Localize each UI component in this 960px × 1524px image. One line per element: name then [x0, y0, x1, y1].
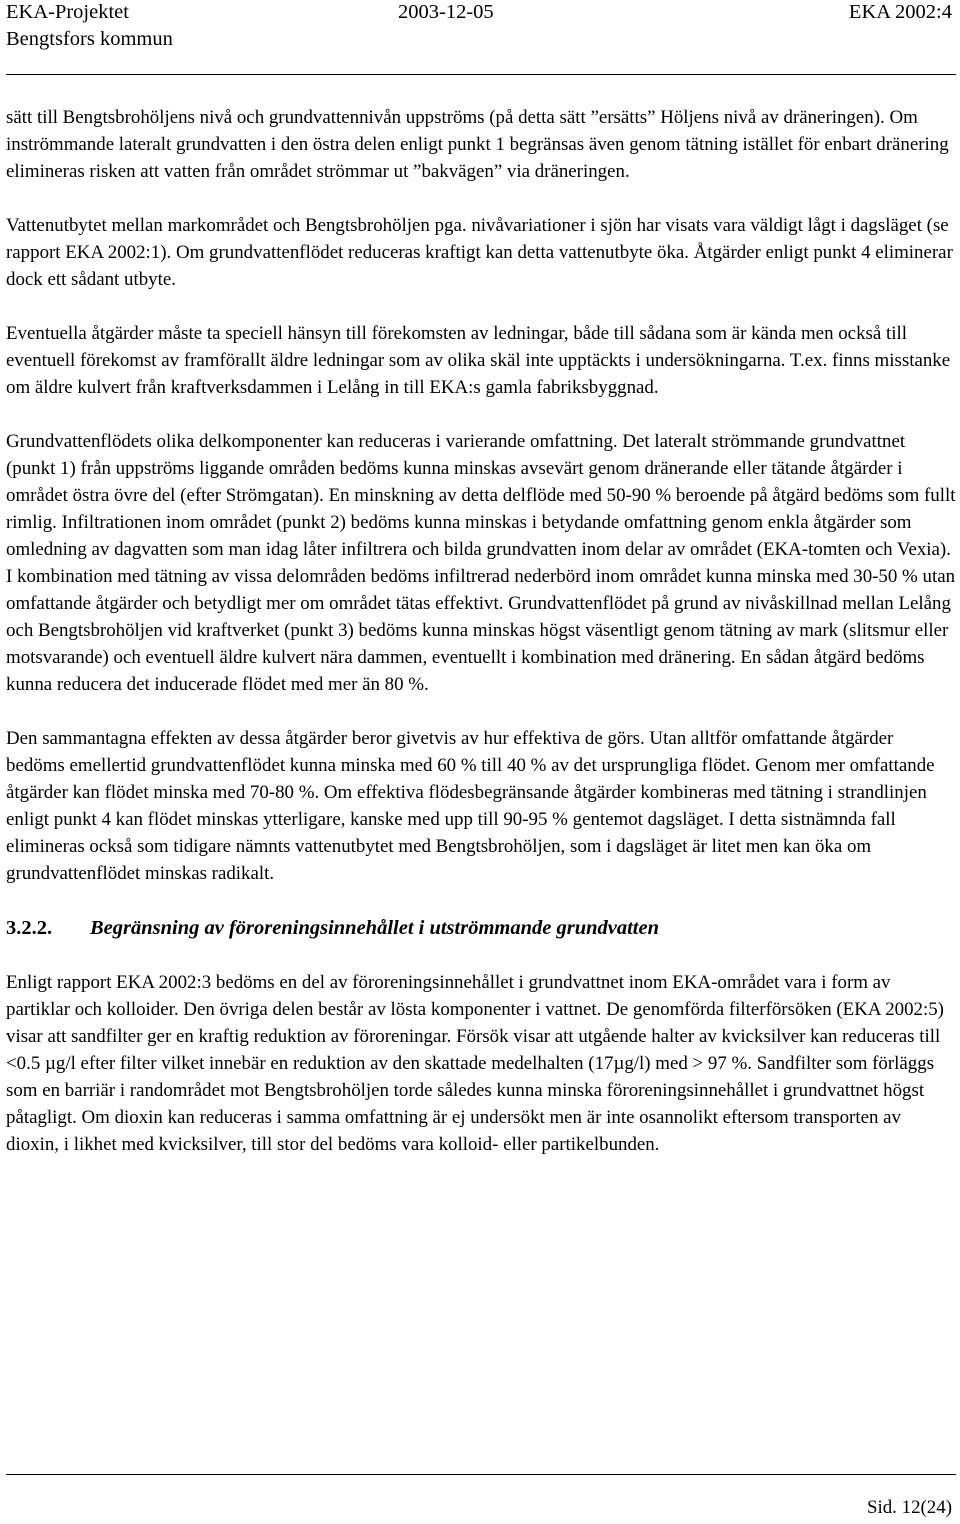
- document-body: [6, 104, 956, 1185]
- page-number: Sid. 12(24): [866, 1497, 952, 1518]
- footer-divider: [6, 1474, 956, 1475]
- header-divider: [6, 74, 956, 75]
- paragraph-contaminant-reduction: Enligt rapport EKA 2002:3 bedöms en del av föroreningsinnehållet i grundvattnet inom EKA-området vara i form av partiklar och kolloider. Den övriga delen består av lösta komponenter i vattnet. De genomförda filterförsöken (EKA 2002:5) visar att sandfilter ger en kraftig reduktion av föroreningar. Försök visar att utgående halter av kvicksilver kan reduceras till <0.5 µg/l efter filter vilket innebär en reduktion av den skattade medelhalten (17µg/l) med > 97 %. Sandfilter som förläggs som en barriär i randområdet mot Bengtsbrohöljen torde således kunna minska föroreningsinnehållet i grundvattnet högst påtagligt. Om dioxin kan reduceras i samma omfattning är ej undersökt men är inte osannolikt eftersom transporten av dioxin, i likhet med kvicksilver, till stor del bedöms vara kolloid- eller partikelbunden.: [6, 972, 944, 1155]
- paragraph-drainage: sätt till Bengtsbrohöljens nivå och grundvattennivån uppströms (på detta sätt ”ersätts” Höljens nivå av dräneringen). Om inströmmande lateralt grundvatten i den östra delen enligt punkt 1 begränsas även genom tätning istället för enbart dränering elimineras risken att vatten från området strömmar ut ”bakvägen” via dräneringen.: [6, 107, 949, 182]
- paragraph-water-exchange: Vattenutbytet mellan markområdet och Bengtsbrohöljen pga. nivåvariationer i sjön har visats vara väldigt lågt i dagsläget (se rapport EKA 2002:1). Om grundvattenflödet reduceras kraftigt kan detta vattenutbyte öka. Åtgärder enligt punkt 4 eliminerar dock ett sådant utbyte.: [6, 215, 953, 290]
- paragraph-flow-components: Grundvattenflödets olika delkomponenter kan reduceras i varierande omfattning. Det lateralt strömmande grundvattnet (punkt 1) från uppströms liggande områden bedöms kunna minskas avsevärt genom dränerande eller tätande åtgärder i området östra övre del (efter Strömgatan). En minskning av detta delflöde med 50-90 % beroende på åtgärd bedöms som fullt rimlig. Infiltrationen inom området (punkt 2) bedöms kunna minskas i betydande omfattning genom enkla åtgärder som omledning av dagvatten som man idag låter infiltrera och bilda grundvatten inom delar av området (EKA-tomten och Vexia). I kombination med tätning av vissa delområden bedöms infiltrerad nederbörd inom området kunna minska med 30-50 % utan omfattande åtgärder och betydligt mer om området tätas effektivt. Grundvattenflödet på grund av nivåskillnad mellan Lelång och Bengtsbrohöljen vid kraftverket (punkt 3) bedöms kunna minskas högst väsentligt genom tätning av mark (slitsmur eller motsvarande) och eventuell äldre kulvert nära dammen, eventuellt i kombination med dränering. En sådan åtgärd bedöms kunna reducera det inducerade flödet med mer än 80 %.: [6, 431, 956, 695]
- document-id: EKA 2002:4: [848, 1, 952, 23]
- document-date: 2003-12-05: [398, 1, 494, 23]
- section-heading: [6, 914, 956, 942]
- section-title: Begränsning av föroreningsinnehållet i utströmmande grundvatten: [90, 917, 659, 939]
- section-number: 3.2.2.: [6, 917, 53, 939]
- paragraph-combined-effect: Den sammantagna effekten av dessa åtgärder beror givetvis av hur effektiva de görs. Utan alltför omfattande åtgärder bedöms emellertid grundvattenflödet kunna minska med 60 % till 40 % av det ursprungliga flödet. Genom mer omfattande åtgärder kan flödet minska med 70-80 %. Om effektiva flödesbegränsande åtgärder kombineras med tätning i strandlinjen enligt punkt 4 kan flödet minskas ytterligare, kanske med upp till 90-95 % gentemot dagsläget. I detta sistnämnda fall elimineras också som tidigare nämnts vattenutbytet med Bengtsbrohöljen, som i dagsläget är litet men kan öka om grundvattenflödet minskas radikalt.: [6, 728, 935, 884]
- page-header: [6, 0, 956, 80]
- municipality-name: Bengtsfors kommun: [6, 28, 173, 50]
- paragraph-pipelines: Eventuella åtgärder måste ta speciell hänsyn till förekomsten av ledningar, både till sådana som är kända men också till eventuell förekomst av framförallt äldre ledningar som av olika skäl inte upptäckts i undersökningarna. T.ex. finns misstanke om äldre kulvert från kraftverksdammen i Lelång in till EKA:s gamla fabriksbyggnad.: [6, 323, 951, 398]
- document-page: [6, 0, 956, 1524]
- project-name: EKA-Projektet: [6, 1, 129, 23]
